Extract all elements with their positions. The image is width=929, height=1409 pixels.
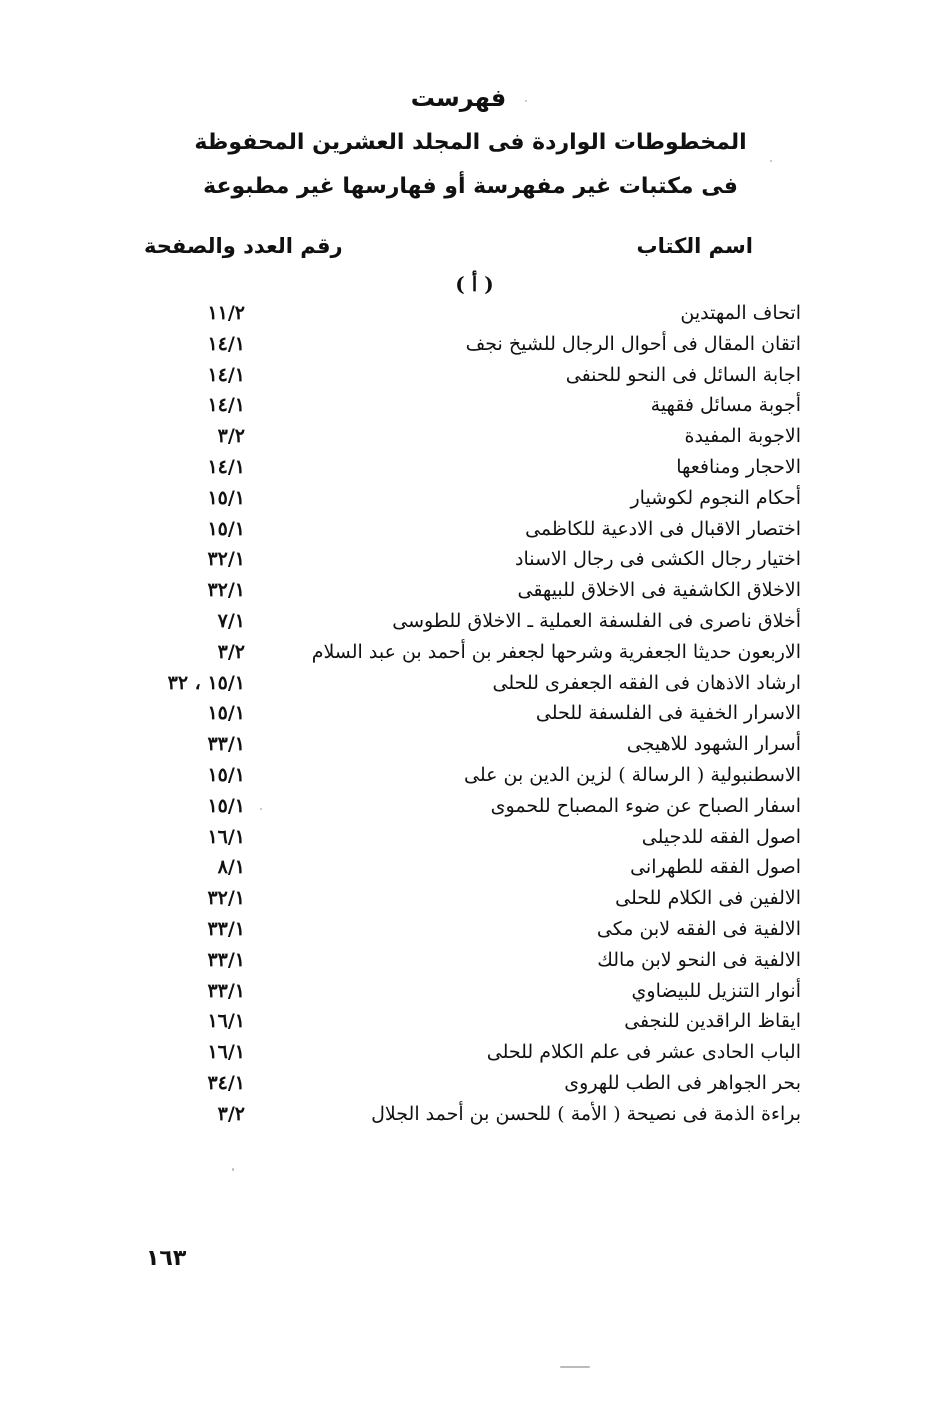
entry-reference: ١٥/١ bbox=[207, 763, 245, 786]
entry-reference: ١٥/١ bbox=[207, 486, 245, 509]
section-letter: ( أ ) bbox=[455, 272, 494, 296]
entry-reference: ١٦/١ bbox=[207, 825, 245, 848]
list-item bbox=[0, 822, 929, 853]
entry-title: اصول الفقه للطهرانى bbox=[630, 856, 801, 879]
entry-title: اختصار الاقبال فى الادعية للكاظمى bbox=[525, 517, 801, 540]
list-item bbox=[0, 544, 929, 575]
entry-title: الباب الحادى عشر فى علم الكلام للحلى bbox=[486, 1041, 801, 1064]
list-item bbox=[0, 976, 929, 1007]
subtitle-line-1: المخطوطات الواردة فى المجلد العشرين المحفوظة bbox=[194, 130, 747, 155]
entry-title: أجوبة مسائل فقهية bbox=[650, 394, 801, 417]
entry-reference: ١٥/١ bbox=[207, 794, 245, 817]
entry-title: اصول الفقه للدجيلى bbox=[641, 825, 801, 848]
entry-title: الاخلاق الكاشفية فى الاخلاق للبيهقى bbox=[517, 579, 801, 602]
list-item bbox=[0, 421, 929, 452]
entry-title: اتحاف المهتدين bbox=[680, 302, 801, 324]
list-item bbox=[0, 914, 929, 945]
list-item bbox=[0, 575, 929, 606]
list-item bbox=[0, 1006, 929, 1037]
list-item bbox=[0, 698, 929, 729]
entry-title: الالفية فى النحو لابن مالك bbox=[597, 948, 801, 971]
list-item bbox=[0, 791, 929, 822]
entry-reference: ٣٢/١ bbox=[207, 548, 245, 571]
entry-title: الاسطنبولية ( الرسالة ) لزين الدين بن على bbox=[464, 763, 801, 786]
paper-speck bbox=[232, 1168, 234, 1171]
entry-title: أنوار التنزيل للبيضاوي bbox=[631, 979, 801, 1002]
column-header-volume-page: رقم العدد والصفحة bbox=[144, 234, 343, 258]
entry-title: ايقاظ الراقدين للنجفى bbox=[624, 1010, 801, 1033]
entry-reference: ٣٢/١ bbox=[207, 887, 245, 910]
page-title: فهرست bbox=[410, 84, 507, 112]
entry-title: الاربعون حديثا الجعفرية وشرحها لجعفر بن أحمد بن عبد السلام bbox=[311, 640, 801, 663]
paper-speck bbox=[525, 100, 527, 102]
entry-reference: ٧/١ bbox=[217, 609, 245, 632]
entry-reference: ١٤/١ bbox=[207, 394, 245, 417]
entry-title: ارشاد الاذهان فى الفقه الجعفرى للحلى bbox=[492, 671, 801, 694]
list-item bbox=[0, 360, 929, 391]
list-item bbox=[0, 483, 929, 514]
entry-title: الالفين فى الكلام للحلى bbox=[615, 887, 801, 910]
list-item bbox=[0, 668, 929, 699]
page-number: ١٦٣ bbox=[146, 1246, 187, 1271]
entry-reference: ١٥/١ bbox=[207, 517, 245, 540]
list-item bbox=[0, 452, 929, 483]
list-item bbox=[0, 760, 929, 791]
list-item bbox=[0, 298, 929, 329]
entry-title: اجابة السائل فى النحو للحنفى bbox=[565, 363, 801, 386]
entry-title: الاحجار ومنافعها bbox=[676, 455, 801, 478]
list-item bbox=[0, 1099, 929, 1130]
entry-reference: ٨/١ bbox=[217, 856, 245, 879]
entry-title: الالفية فى الفقه لابن مكى bbox=[596, 917, 801, 940]
entry-reference: ٣٣/١ bbox=[207, 917, 245, 940]
column-header-book-name: اسم الكتاب bbox=[636, 234, 753, 258]
entry-title: أخلاق ناصرى فى الفلسفة العملية ـ الاخلاق للطوسى bbox=[392, 609, 801, 632]
entry-title: بحر الجواهر فى الطب للهروى bbox=[564, 1071, 801, 1094]
entry-reference: ١٥/١ ، ٣٢ bbox=[167, 671, 245, 694]
list-item bbox=[0, 514, 929, 545]
entry-title: أحكام النجوم لكوشيار bbox=[630, 486, 801, 509]
entry-reference: ١٤/١ bbox=[207, 363, 245, 386]
subtitle-line-2: فى مكتبات غير مفهرسة أو فهارسها غير مطبوعة bbox=[203, 174, 738, 199]
entry-title: براءة الذمة فى نصيحة ( الأمة ) للحسن بن أحمد الجلال bbox=[371, 1102, 801, 1125]
list-item bbox=[0, 329, 929, 360]
entry-title: الاسرار الخفية فى الفلسفة للحلى bbox=[535, 702, 801, 725]
entry-reference: ٣٢/١ bbox=[207, 579, 245, 602]
entry-title: اتقان المقال فى أحوال الرجال للشيخ نجف bbox=[465, 332, 801, 355]
entry-reference: ١٥/١ bbox=[207, 702, 245, 725]
list-item bbox=[0, 390, 929, 421]
entry-reference: ١٦/١ bbox=[207, 1041, 245, 1064]
entry-title: أسرار الشهود للاهيجى bbox=[626, 733, 801, 756]
entry-reference: ١٤/١ bbox=[207, 455, 245, 478]
entry-reference: ٣٣/١ bbox=[207, 733, 245, 756]
entry-reference: ١٦/١ bbox=[207, 1010, 245, 1033]
paper-speck bbox=[260, 808, 262, 810]
entry-title: الاجوبة المفيدة bbox=[684, 425, 801, 448]
list-item bbox=[0, 729, 929, 760]
entry-title: اسفار الصباح عن ضوء المصباح للحموى bbox=[490, 794, 801, 817]
entry-list bbox=[0, 298, 929, 1130]
list-item bbox=[0, 606, 929, 637]
entry-reference: ٣/٢ bbox=[217, 1102, 245, 1125]
entry-reference: ١١/٢ bbox=[207, 302, 245, 324]
list-item bbox=[0, 945, 929, 976]
list-item bbox=[0, 883, 929, 914]
paper-speck bbox=[560, 1366, 590, 1368]
paper-speck bbox=[770, 160, 772, 162]
list-item bbox=[0, 1037, 929, 1068]
list-item bbox=[0, 852, 929, 883]
entry-reference: ١٤/١ bbox=[207, 332, 245, 355]
list-item bbox=[0, 1068, 929, 1099]
list-item bbox=[0, 637, 929, 668]
entry-reference: ٣٤/١ bbox=[207, 1071, 245, 1094]
entry-title: اختيار رجال الكشى فى رجال الاسناد bbox=[515, 548, 801, 571]
entry-reference: ٣/٢ bbox=[217, 425, 245, 448]
entry-reference: ٣٣/١ bbox=[207, 979, 245, 1002]
entry-reference: ٣٣/١ bbox=[207, 948, 245, 971]
entry-reference: ٣/٢ bbox=[217, 640, 245, 663]
